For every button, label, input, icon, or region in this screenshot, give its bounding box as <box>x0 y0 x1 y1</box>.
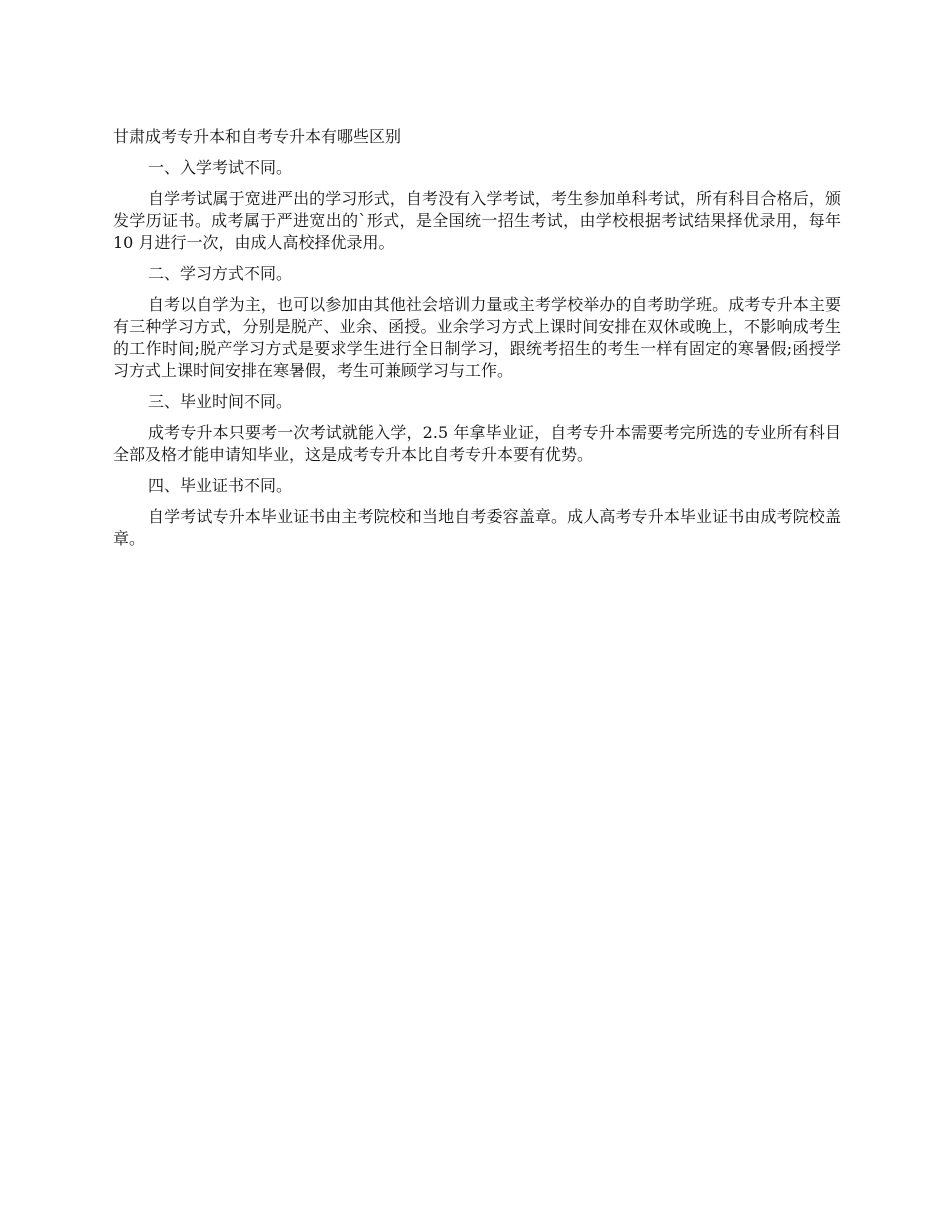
section-paragraph-1: 自学考试属于宽进严出的学习形式，自考没有入学考试，考生参加单科考试，所有科目合格后，颁发学历证书。成考属于严进宽出的`形式，是全国统一招生考试，由学校根据考试结果择优录用，每年 10 月进行一次，由成人高校择优录用。 <box>113 189 841 252</box>
section-paragraph-2: 自考以自学为主，也可以参加由其他社会培训力量或主考学校举办的自考助学班。成考专升本主要有三种学习方式，分别是脱产、业余、函授。业余学习方式上课时间安排在双休或晚上，不影响成考生的工作时间;脱产学习方式是要求学生进行全日制学习，跟统考招生的考生一样有固定的寒暑假;函授学习方式上课时间安排在寒暑假，考生可兼顾学习与工作。 <box>113 295 841 380</box>
section-heading-2: 二、学习方式不同。 <box>148 264 293 283</box>
document-title: 甘肃成考专升本和自考专升本有哪些区别 <box>113 127 402 146</box>
section-heading-3: 三、毕业时间不同。 <box>148 392 293 411</box>
document-body <box>113 126 841 559</box>
section-paragraph-3: 成考专升本只要考一次考试就能入学，2.5 年拿毕业证，自考专升本需要考完所选的专业所有科目全部及格才能申请知毕业，这是成考专升本比自考专升本要有优势。 <box>113 423 841 464</box>
section-heading-4: 四、毕业证书不同。 <box>148 476 293 495</box>
section-paragraph-4: 自学考试专升本毕业证书由主考院校和当地自考委容盖章。成人高考专升本毕业证书由成考院校盖章。 <box>113 507 841 548</box>
section-heading-1: 一、入学考试不同。 <box>148 158 293 177</box>
